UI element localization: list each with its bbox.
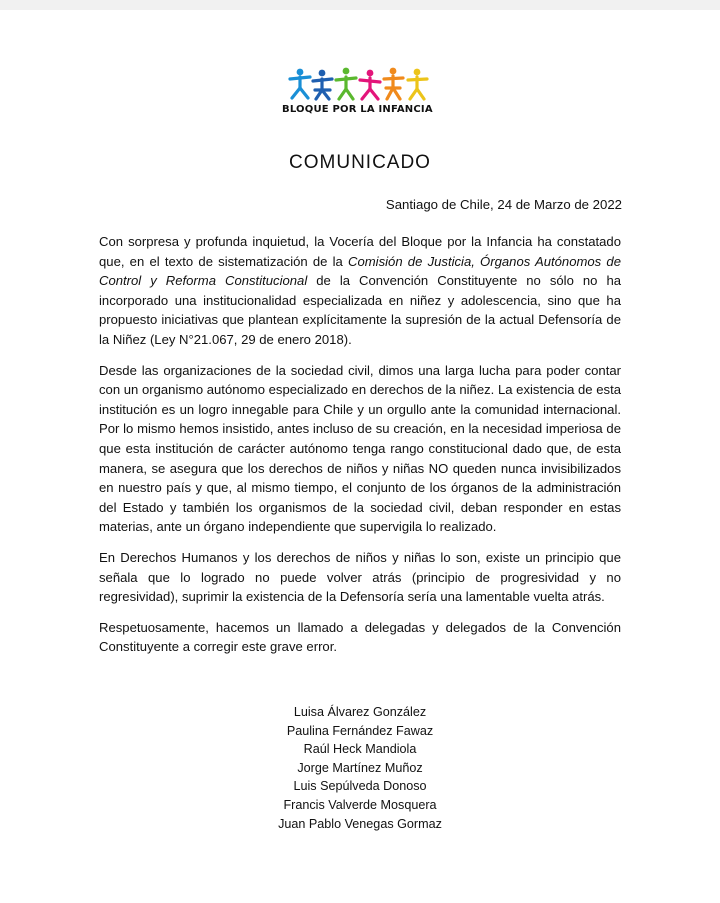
- paragraph-1-commission-name: Comisión de Justicia, Órganos Autónomos de Control y Reforma Constitucional: [99, 253, 621, 289]
- paragraph-1-part-a: Con sorpresa y profunda inquietud, la Vocería del Bloque por la Infancia ha constatado que, en el texto de sistematización de la: [99, 234, 621, 269]
- signatory-name: Raúl Heck Mandiola: [303, 742, 417, 757]
- paragraph-3: En Derechos Humanos y los derechos de niños y niñas lo son, existe un principio que señala que lo logrado no puede volver atrás (principio de progresividad y no regresividad), suprimir la existencia de la Defensoría sería una lamentable vuelta atrás.: [99, 549, 621, 605]
- document-body: [99, 232, 621, 668]
- signatory-name: Luis Sepúlveda Donoso: [293, 779, 427, 794]
- paragraph-4: Respetuosamente, hacemos un llamado a delegadas y delegados de la Convención Constituyente a corregir este grave error.: [99, 619, 621, 655]
- paragraph-1: [99, 232, 621, 350]
- paragraph-2: Desde las organizaciones de la sociedad civil, dimos una larga lucha para poder contar con un organismo autónomo especializado en derechos de la niñez. La existencia de esta institución es un logro innegable para Chile y un orgullo ante la comunidad internacional. Por lo mismo hemos insistido, antes incluso de su creación, en la necesidad imperiosa de que esta institución de carácter autónomo tenga rango constitucional dado que, de esta manera, se asegura que los derechos de niños y niñas NO queden nunca invisibilizados en nuestro país y que, al mismo tiempo, el conjunto de los órganos de la administración del Estado y también los organismos de la sociedad civil, deban responder en estas materias, ante un órgano independiente que supervigila lo realizado.: [99, 362, 621, 535]
- document-page: [0, 10, 720, 903]
- signatory-name: Jorge Martínez Muñoz: [297, 760, 423, 775]
- children-figures-logo-icon: [282, 66, 432, 102]
- signatory-name: Juan Pablo Venegas Gormaz: [278, 816, 442, 831]
- signatory-name: Paulina Fernández Fawaz: [286, 723, 434, 738]
- document-date: Santiago de Chile, 24 de Marzo de 2022: [385, 197, 622, 212]
- document-title: COMUNICADO: [289, 152, 431, 173]
- signatory-name: Luisa Álvarez González: [293, 705, 427, 719]
- logo-wordmark: BLOQUE POR LA INFANCIA: [282, 104, 433, 115]
- bloque-por-la-infancia-logo: [282, 66, 432, 118]
- signatories-list: [0, 703, 720, 833]
- signatory-name: Francis Valverde Mosquera: [283, 797, 437, 812]
- paragraph-1-part-b: de la Convención Constituyente no sólo no ha incorporado una institucionalidad especializada en niñez y adolescencia, sino que ha propuesto iniciativas que plantean explícitamente la supresión de la actual Defensoría de la Niñez (Ley N°21.067, 29 de enero 2018).: [99, 273, 622, 347]
